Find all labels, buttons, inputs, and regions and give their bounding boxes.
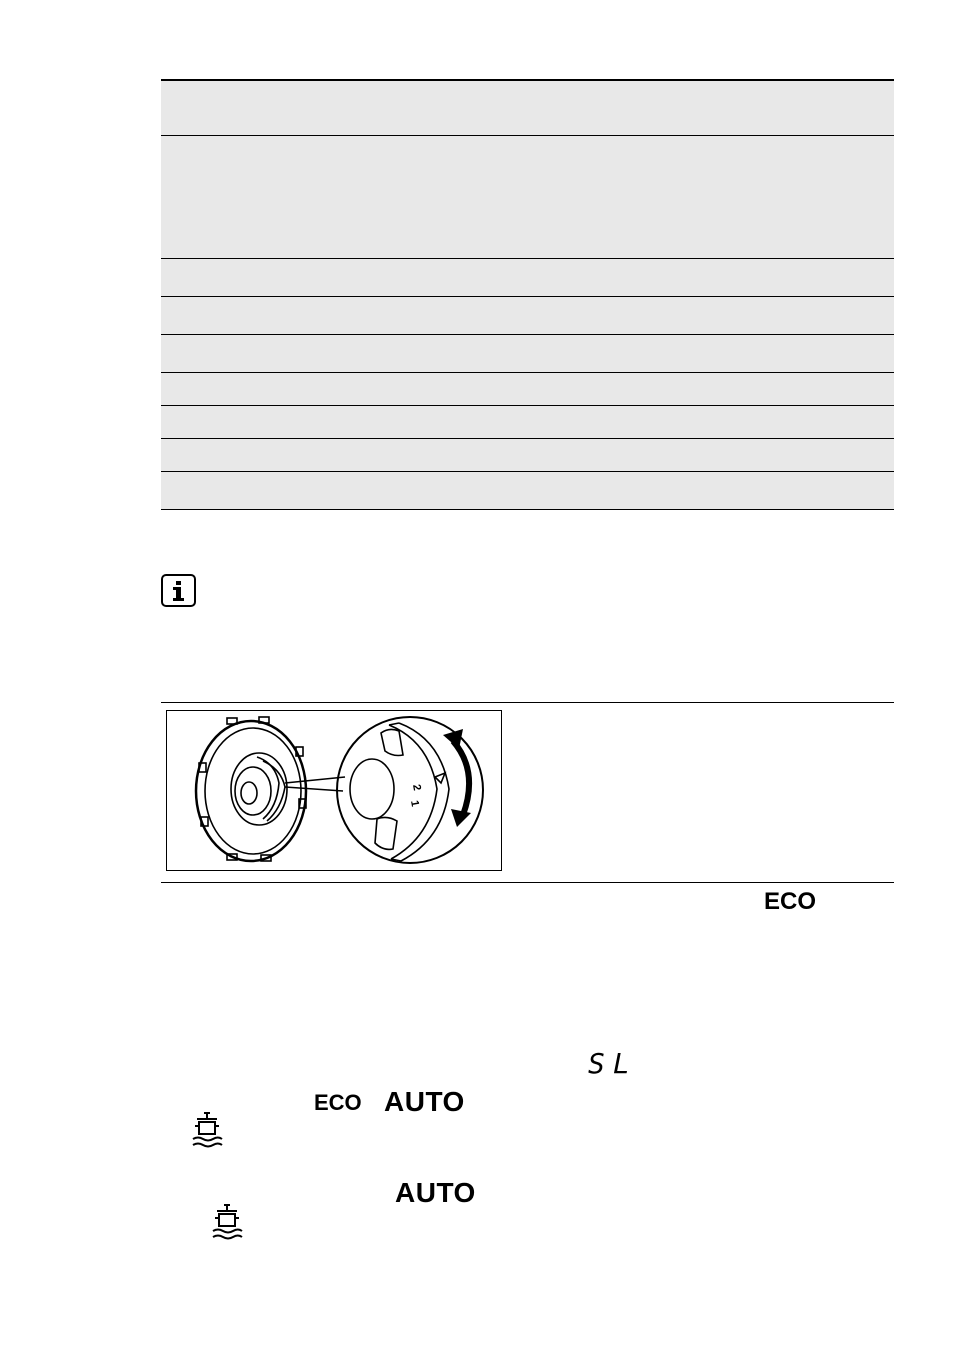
table-row bbox=[161, 81, 894, 136]
eco-label: ECO bbox=[764, 888, 817, 915]
pot-wash-icon bbox=[208, 1203, 246, 1248]
table-row bbox=[161, 439, 894, 472]
table-row bbox=[161, 335, 894, 373]
settings-table bbox=[161, 79, 894, 510]
table-row bbox=[161, 472, 894, 510]
auto-label: AUTO bbox=[395, 1177, 476, 1208]
table-row bbox=[161, 373, 894, 406]
eco-label: ECO bbox=[314, 1090, 362, 1115]
figure-top-rule bbox=[161, 702, 894, 703]
segment-display-sl: SL bbox=[588, 1047, 638, 1080]
dial-digit-1: 1 bbox=[408, 799, 421, 808]
dial-illustration bbox=[166, 710, 502, 871]
info-icon bbox=[161, 574, 196, 607]
table-row bbox=[161, 136, 894, 259]
pot-wash-icon bbox=[188, 1111, 226, 1156]
dial-digit-2: 2 bbox=[410, 783, 423, 792]
figure-bottom-rule bbox=[161, 882, 894, 883]
table-row bbox=[161, 297, 894, 335]
auto-label: AUTO bbox=[384, 1086, 465, 1117]
table-row bbox=[161, 259, 894, 297]
table-row bbox=[161, 406, 894, 439]
dial-drawing bbox=[167, 711, 501, 870]
